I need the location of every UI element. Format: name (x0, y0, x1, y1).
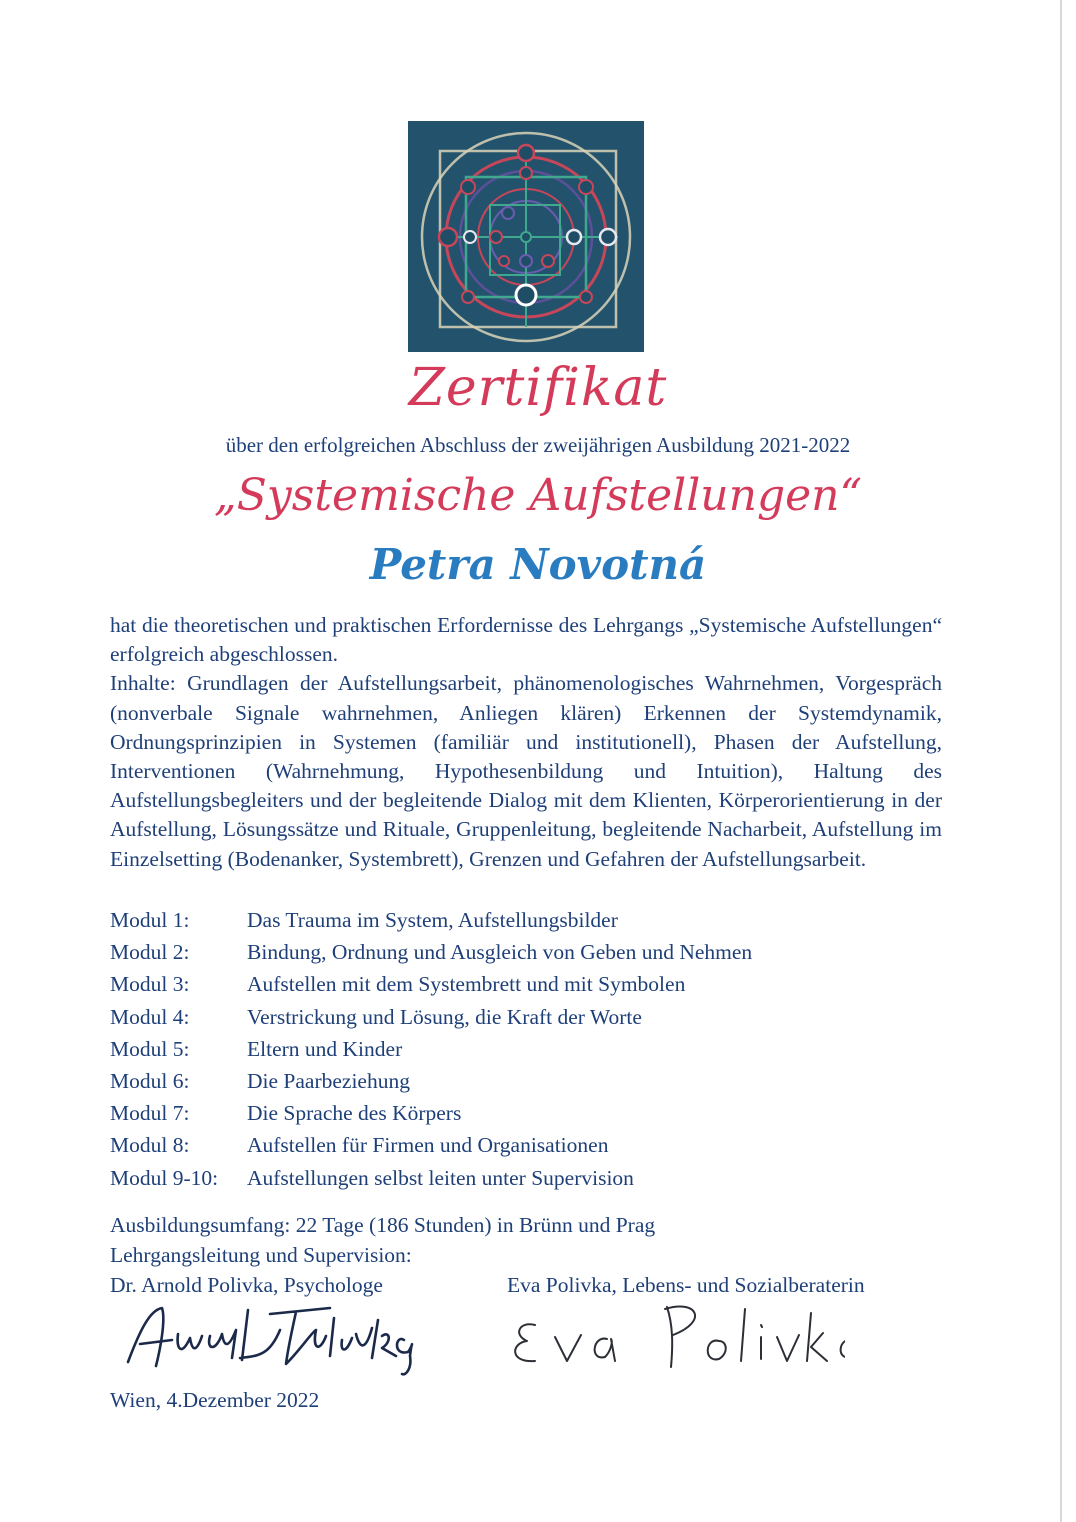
list-item (110, 936, 942, 968)
module-text: Eltern und Kinder (247, 1036, 403, 1061)
module-label: Modul 4: (110, 1004, 190, 1029)
place-date: Wien, 4.Dezember 2022 (110, 1388, 320, 1412)
module-label: Modul 5: (110, 1036, 190, 1061)
list-item (110, 1097, 942, 1129)
module-text: Die Sprache des Körpers (247, 1101, 462, 1126)
module-label: Modul 3: (110, 972, 190, 997)
module-list (110, 904, 942, 1194)
module-label: Modul 7: (110, 1101, 190, 1126)
module-label: Modul 2: (110, 940, 190, 965)
module-text: Aufstellen mit dem Systembrett und mit Symbolen (247, 972, 686, 997)
training-scope: Ausbildungsumfang: 22 Tage (186 Stunden) in Brünn und Prag (110, 1213, 656, 1237)
signature-arnold-polivka (120, 1290, 440, 1380)
signatory-1: Dr. Arnold Polivka, Psychologe (110, 1273, 383, 1297)
contents-paragraph: Inhalte: Grundlagen der Aufstellungsarbeit, phänomenologisches Wahrnehmen, Vorgespräch (nonverbale Signale wahrnehmen, Anliegen klären) Erkennen der Systemdynamik, Ordnungsprinzipien in Systemen (familiär und institutionell), Phasen der Aufstellung, Interventionen (Wahrnehmung, Hypothesenbildung und Intuition), Haltung des Aufstellungsbegleiters und der begleitende Dialog mit dem Klienten, Körperorientierung in der Aufstellung, Lösungssätze und Rituale, Gruppenleitung, begleitende Nacharbeit, Aufstellung im Einzelsetting (Bodenanker, Systembrett), Grenzen und Gefahren der Aufstellungsarbeit. (110, 671, 942, 871)
module-label: Modul 1: (110, 908, 190, 932)
signatory-2: Eva Polivka, Lebens- und Sozialberaterin (507, 1273, 865, 1297)
list-item (110, 1033, 942, 1065)
leadership-label: Lehrgangsleitung und Supervision: (110, 1243, 412, 1267)
certificate-subtitle: über den erfolgreichen Abschluss der zweijährigen Ausbildung 2021-2022 (225, 433, 851, 457)
list-item (110, 1129, 942, 1161)
course-name: „Systemische Aufstellungen“ (213, 470, 863, 521)
list-item (110, 1065, 942, 1097)
module-text: Bindung, Ordnung und Ausgleich von Geben und Nehmen (247, 940, 753, 965)
module-label: Modul 6: (110, 1069, 190, 1094)
module-text: Verstrickung und Lösung, die Kraft der Worte (247, 1004, 642, 1029)
module-text: Das Trauma im System, Aufstellungsbilder (247, 908, 618, 932)
module-label: Modul 8: (110, 1133, 190, 1158)
certificate-title: Zertifikat (408, 358, 668, 418)
module-text: Aufstellen für Firmen und Organisationen (247, 1133, 609, 1158)
module-text: Aufstellungen selbst leiten unter Supervision (247, 1165, 634, 1190)
certificate-body (110, 611, 942, 874)
module-label: Modul 9-10: (110, 1165, 219, 1190)
module-text: Die Paarbeziehung (247, 1069, 410, 1094)
intro-paragraph: hat die theoretischen und praktischen Erfordernisse des Lehrgangs „Systemische Aufstellungen“ erfolgreich abgeschlossen. (110, 613, 942, 667)
page-edge (1060, 0, 1062, 1522)
list-item (110, 968, 942, 1000)
list-item (110, 1001, 942, 1033)
certificate-artwork (408, 121, 644, 352)
list-item (110, 1162, 942, 1194)
list-item (110, 904, 942, 936)
signature-eva-polivka (505, 1285, 845, 1375)
recipient-name: Petra Novotná (369, 540, 707, 589)
